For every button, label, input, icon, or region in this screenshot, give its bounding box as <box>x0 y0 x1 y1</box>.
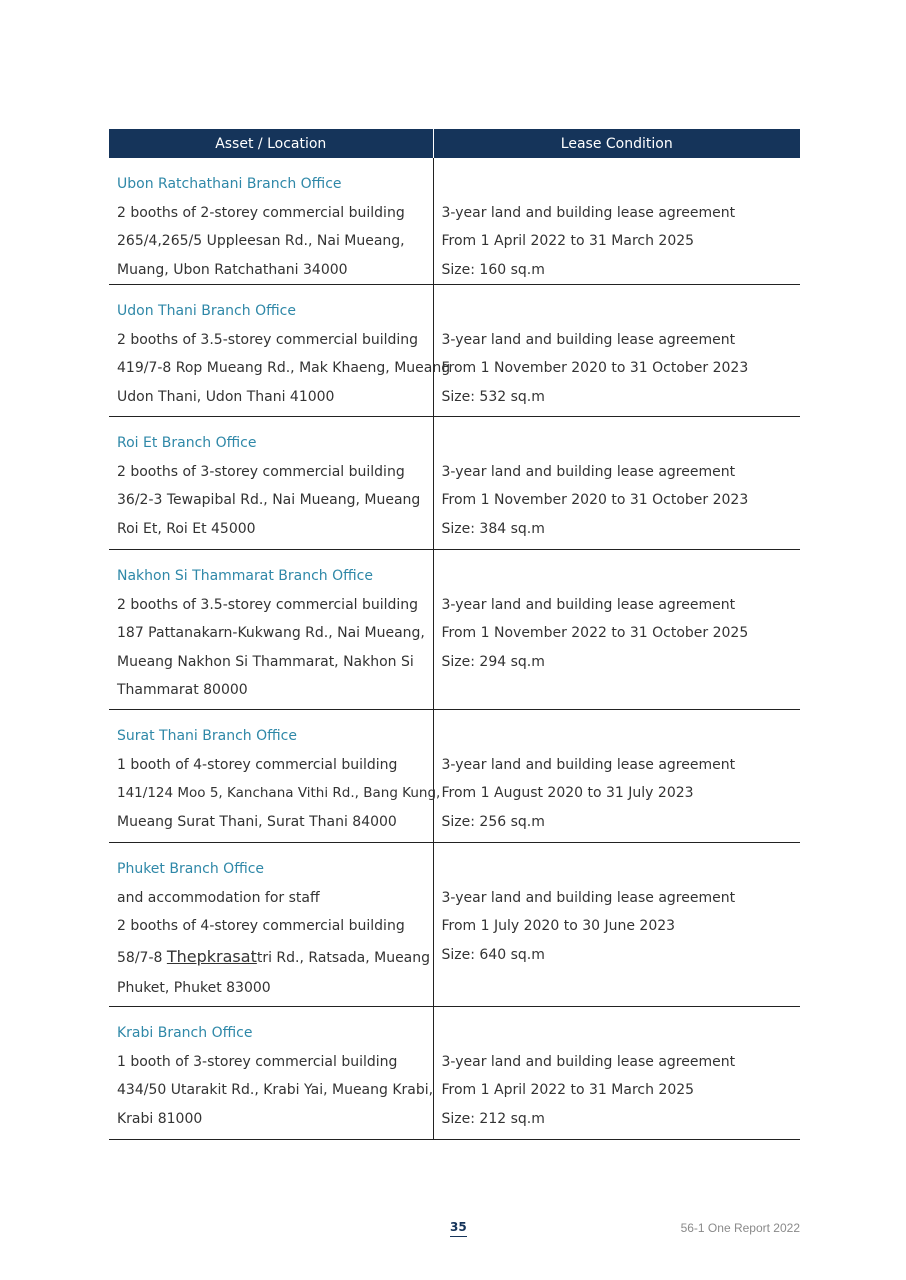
page-number: 35 <box>450 1220 467 1237</box>
location-line: Thammarat 80000 <box>117 682 248 698</box>
location-line: 2 booths of 3.5-storey commercial building <box>117 596 419 613</box>
lease-condition-cell <box>433 843 800 1007</box>
address-underlined-text: Thepkrasat <box>166 946 257 966</box>
lease-line: From 1 April 2022 to 31 March 2025 <box>441 233 695 249</box>
table-row <box>109 550 800 710</box>
lease-line: From 1 July 2020 to 30 June 2023 <box>441 918 676 934</box>
table-row <box>109 158 800 285</box>
location-line: Krabi 81000 <box>117 1110 203 1127</box>
location-line: 2 booths of 2-storey commercial building <box>117 204 405 221</box>
lease-condition-cell <box>433 417 800 550</box>
asset-location-cell <box>109 550 433 710</box>
asset-location-cell <box>109 285 451 417</box>
lease-condition-cell <box>433 550 800 710</box>
location-line: Mueang Surat Thani, Surat Thani 84000 <box>117 813 397 830</box>
table-row <box>109 285 800 417</box>
asset-location-cell <box>109 158 433 285</box>
branch-name: Ubon Ratchathani Branch Office <box>117 176 342 192</box>
location-line: 141/124 Moo 5, Kanchana Vithi Rd., Bang Kung, <box>117 785 441 801</box>
lease-table <box>109 129 800 1140</box>
location-line: Roi Et, Roi Et 45000 <box>117 520 256 537</box>
branch-name: Surat Thani Branch Office <box>117 728 297 744</box>
location-line: 2 booths of 4-storey commercial building <box>117 918 405 934</box>
location-line: and accommodation for staff <box>117 889 320 906</box>
lease-line: Size: 294 sq.m <box>441 653 545 670</box>
lease-line: Size: 160 sq.m <box>441 261 545 278</box>
lease-condition-cell <box>433 158 800 285</box>
report-name: 56-1 One Report 2022 <box>680 1221 800 1235</box>
header-lease-condition: Lease Condition <box>433 129 800 158</box>
lease-line: 3-year land and building lease agreement <box>441 596 736 613</box>
location-line: 434/50 Utarakit Rd., Krabi Yai, Mueang Krabi, <box>117 1082 434 1098</box>
header-asset-location: Asset / Location <box>109 129 433 158</box>
lease-line: 3-year land and building lease agreement <box>441 331 736 348</box>
lease-line: 3-year land and building lease agreement <box>441 889 736 906</box>
table-row <box>109 843 800 1007</box>
lease-line: Size: 212 sq.m <box>441 1110 545 1127</box>
lease-line: From 1 November 2020 to 31 October 2023 <box>441 492 749 508</box>
address-prefix: 58/7-8 <box>117 949 167 966</box>
lease-line: 3-year land and building lease agreement <box>441 1053 736 1070</box>
table-row <box>109 710 800 843</box>
branch-name: Roi Et Branch Office <box>117 435 257 451</box>
location-line: 1 booth of 3-storey commercial building <box>117 1053 398 1070</box>
location-line: 265/4,265/5 Uppleesan Rd., Nai Mueang, <box>117 233 405 249</box>
location-line <box>117 941 431 974</box>
lease-line: From 1 November 2022 to 31 October 2025 <box>441 625 749 641</box>
lease-line: 3-year land and building lease agreement <box>441 756 736 773</box>
location-line: 1 booth of 4-storey commercial building <box>117 756 398 773</box>
lease-line: From 1 April 2022 to 31 March 2025 <box>441 1082 695 1098</box>
lease-line: 3-year land and building lease agreement <box>441 204 736 221</box>
lease-line: From 1 November 2020 to 31 October 2023 <box>441 360 749 376</box>
branch-name: Phuket Branch Office <box>117 861 265 877</box>
location-line: Udon Thani, Udon Thani 41000 <box>117 388 335 405</box>
location-line: Muang, Ubon Ratchathani 34000 <box>117 261 348 278</box>
table-row <box>109 417 800 550</box>
branch-name: Krabi Branch Office <box>117 1025 253 1041</box>
location-line: Mueang Nakhon Si Thammarat, Nakhon Si <box>117 653 414 670</box>
table-row <box>109 1007 800 1140</box>
location-line: 187 Pattanakarn-Kukwang Rd., Nai Mueang, <box>117 625 425 641</box>
lease-line: Size: 384 sq.m <box>441 520 545 537</box>
table-header-row <box>109 129 800 158</box>
branch-name: Udon Thani Branch Office <box>117 303 296 319</box>
lease-line: From 1 August 2020 to 31 July 2023 <box>441 785 694 801</box>
asset-location-cell <box>109 710 441 843</box>
branch-name: Nakhon Si Thammarat Branch Office <box>117 568 373 584</box>
lease-condition-cell <box>433 710 800 843</box>
lease-line: Size: 640 sq.m <box>441 946 545 963</box>
lease-line: 3-year land and building lease agreement <box>441 463 736 480</box>
asset-location-cell <box>109 1007 433 1140</box>
location-line: 2 booths of 3-storey commercial building <box>117 463 405 480</box>
lease-condition-cell <box>433 1007 800 1140</box>
address-suffix: tri Rd., Ratsada, Mueang <box>256 949 431 966</box>
location-line: Phuket, Phuket 83000 <box>117 979 271 996</box>
asset-location-cell <box>109 843 433 1007</box>
location-line: 419/7-8 Rop Mueang Rd., Mak Khaeng, Mueang <box>117 360 451 376</box>
location-line: 36/2-3 Tewapibal Rd., Nai Mueang, Mueang <box>117 492 421 508</box>
location-line: 2 booths of 3.5-storey commercial building <box>117 331 419 348</box>
asset-location-cell <box>109 417 433 550</box>
lease-line: Size: 532 sq.m <box>441 388 545 405</box>
lease-condition-cell <box>433 285 800 417</box>
lease-line: Size: 256 sq.m <box>441 813 545 830</box>
